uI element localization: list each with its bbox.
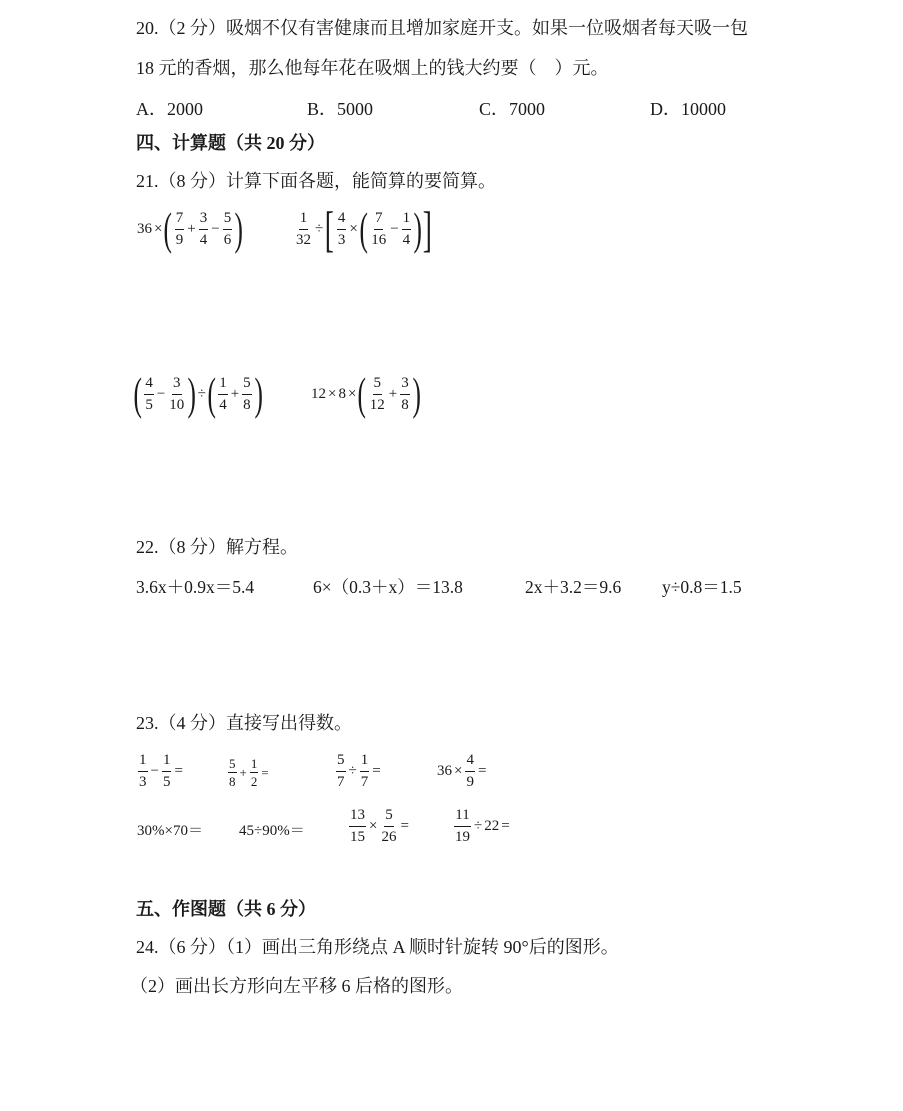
- numerator: 1: [299, 211, 309, 230]
- fraction: [218, 376, 228, 413]
- q21-title: 21.（8 分）计算下面各题，能简算的要简算。: [136, 171, 496, 191]
- q23-item-2: [226, 757, 270, 788]
- times-op: ×: [154, 220, 163, 237]
- q21-expr-2: [293, 201, 433, 257]
- fraction: [369, 376, 386, 413]
- q21-expr-1: [136, 203, 244, 254]
- q23-item-4: [436, 753, 487, 790]
- times-op: ×: [349, 220, 358, 237]
- times-op: ×: [369, 818, 378, 834]
- q20-line1: 20.（2 分）吸烟不仅有害健康而且增加家庭开支。如果一位吸烟者每天吸一包: [136, 18, 748, 38]
- numerator: 7: [374, 211, 384, 230]
- fraction: [337, 211, 347, 248]
- times-op: ×: [328, 385, 337, 402]
- numerator: 1: [360, 753, 370, 772]
- denominator: 8: [401, 396, 409, 413]
- numerator: 4: [465, 753, 475, 772]
- divide-op: ÷: [348, 763, 357, 779]
- equals-op: =: [477, 763, 487, 779]
- q23-item-7: [347, 808, 410, 845]
- denominator: 16: [371, 231, 387, 248]
- denominator: 4: [402, 231, 411, 248]
- denominator: 10: [169, 396, 185, 413]
- numerator: 5: [384, 808, 394, 827]
- denominator: 7: [337, 774, 345, 790]
- times-op: ×: [347, 385, 357, 402]
- plus-op: +: [187, 220, 196, 237]
- q23-r2-a: 30%×70＝: [137, 823, 203, 839]
- times-op: ×: [454, 763, 463, 779]
- fraction: [349, 808, 366, 845]
- q22-equation-4: y÷0.8＝1.5: [662, 577, 742, 597]
- left-paren: (: [357, 368, 367, 419]
- minus-op: −: [390, 220, 399, 237]
- left-paren: (: [359, 203, 368, 254]
- q23-item-8: [452, 808, 511, 845]
- q23-g: 36: [437, 763, 452, 779]
- divide-op: ÷: [197, 385, 206, 402]
- left-paren: (: [163, 203, 173, 254]
- section4-heading: 四、计算题（共 20 分）: [136, 133, 325, 153]
- denominator: 15: [350, 829, 365, 845]
- plus-op: +: [230, 385, 240, 402]
- denominator: 3: [139, 774, 147, 790]
- q23-item-3: [334, 753, 382, 790]
- numerator: 1: [138, 753, 148, 772]
- fraction: [138, 753, 148, 790]
- right-paren: ): [412, 368, 421, 419]
- fraction: [400, 376, 410, 413]
- equals-op: =: [261, 764, 269, 780]
- denominator: 4: [199, 231, 208, 248]
- q23-item-1: [136, 753, 184, 790]
- q23-r2-e-x: 22: [484, 818, 500, 834]
- minus-op: −: [156, 385, 166, 402]
- denominator: 8: [243, 396, 251, 413]
- q21-e1-a: 36: [137, 220, 152, 237]
- fraction: [465, 753, 475, 790]
- numerator: 4: [144, 376, 154, 395]
- denominator: 7: [360, 774, 369, 790]
- numerator: 1: [162, 753, 172, 772]
- q20-option-a: A．2000: [136, 99, 203, 119]
- numerator: 5: [242, 376, 252, 395]
- denominator: 3: [337, 231, 346, 248]
- equals-op: =: [372, 763, 381, 779]
- numerator: 5: [373, 376, 383, 395]
- left-bracket: [: [324, 201, 335, 257]
- plus-op: +: [388, 385, 398, 402]
- denominator: 19: [455, 829, 470, 845]
- fraction: [228, 757, 237, 788]
- denominator: 26: [381, 829, 397, 845]
- numerator: 5: [336, 753, 346, 772]
- right-paren: ): [413, 203, 423, 254]
- q20-option-b: B．5000: [307, 99, 374, 119]
- q20-line2: 18 元的香烟，那么他每年花在吸烟上的钱大约要（ ）元。: [136, 58, 609, 78]
- numerator: 5: [223, 211, 233, 230]
- numerator: 1: [402, 211, 412, 230]
- q21-e4-b: 8: [338, 385, 346, 402]
- left-paren: (: [207, 368, 216, 419]
- fraction: [199, 211, 209, 248]
- q22-equation-2: 6×（0.3＋x）＝13.8: [313, 577, 463, 597]
- q23-title: 23.（4 分）直接写出得数。: [136, 713, 352, 733]
- q23-r2-b: 45÷90%＝: [239, 823, 305, 839]
- right-paren: ): [254, 368, 263, 419]
- fraction: [336, 753, 346, 790]
- section5-heading: 五、作图题（共 6 分）: [136, 899, 316, 919]
- numerator: 7: [175, 211, 185, 230]
- fraction: [402, 211, 412, 248]
- fraction: [175, 211, 185, 248]
- fraction: [144, 376, 154, 413]
- fraction: [380, 808, 397, 845]
- fraction: [162, 753, 172, 790]
- q22-equation-3: 2x＋3.2＝9.6: [525, 577, 622, 597]
- right-bracket: ]: [423, 201, 433, 257]
- fraction: [454, 808, 471, 845]
- divide-op: ÷: [474, 818, 483, 834]
- denominator: 32: [296, 231, 311, 248]
- denominator: 6: [223, 231, 232, 248]
- numerator: 11: [454, 808, 470, 827]
- fraction: [370, 211, 387, 248]
- q22-equation-1: 3.6x＋0.9x＝5.4: [136, 577, 255, 597]
- numerator: 1: [250, 756, 258, 771]
- equals-op: =: [400, 818, 409, 834]
- numerator: 3: [172, 376, 182, 395]
- numerator: 1: [218, 376, 228, 395]
- equals-op: =: [501, 818, 510, 834]
- numerator: 5: [229, 756, 236, 771]
- q24-line2: （2）画出长方形向左平移 6 后格的图形。: [130, 976, 463, 996]
- left-paren: (: [133, 368, 142, 419]
- fraction: [250, 757, 259, 788]
- numerator: 13: [349, 808, 366, 827]
- denominator: 5: [162, 774, 171, 790]
- plus-op: +: [239, 764, 247, 780]
- q21-e4-a: 12: [311, 385, 326, 402]
- numerator: 3: [400, 376, 410, 395]
- denominator: 8: [229, 774, 236, 789]
- numerator: 3: [199, 211, 209, 230]
- denominator: 9: [466, 774, 474, 790]
- minus-op: −: [150, 763, 159, 779]
- denominator: 12: [369, 396, 385, 413]
- q23-item-5: [136, 819, 204, 840]
- denominator: 4: [219, 396, 227, 413]
- equals-op: =: [174, 763, 183, 779]
- q21-expr-4: [310, 368, 421, 419]
- minus-op: −: [211, 220, 220, 237]
- right-paren: ): [187, 368, 197, 419]
- fraction: [168, 376, 185, 413]
- q23-item-6: [238, 819, 306, 840]
- fraction: [295, 211, 312, 248]
- q21-expr-3: [133, 368, 263, 419]
- divide-op: ÷: [315, 220, 324, 237]
- q24-line1: 24.（6 分）（1）画出三角形绕点 A 顺时针旋转 90°后的图形。: [136, 937, 619, 957]
- fraction: [223, 211, 233, 248]
- denominator: 2: [250, 774, 258, 789]
- right-paren: ): [234, 203, 244, 254]
- q20-option-d: D．10000: [650, 99, 726, 119]
- fraction: [360, 753, 370, 790]
- numerator: 4: [337, 211, 347, 230]
- q22-title: 22.（8 分）解方程。: [136, 537, 298, 557]
- denominator: 9: [175, 231, 184, 248]
- denominator: 5: [145, 396, 153, 413]
- q20-option-c: C．7000: [479, 99, 546, 119]
- fraction: [242, 376, 252, 413]
